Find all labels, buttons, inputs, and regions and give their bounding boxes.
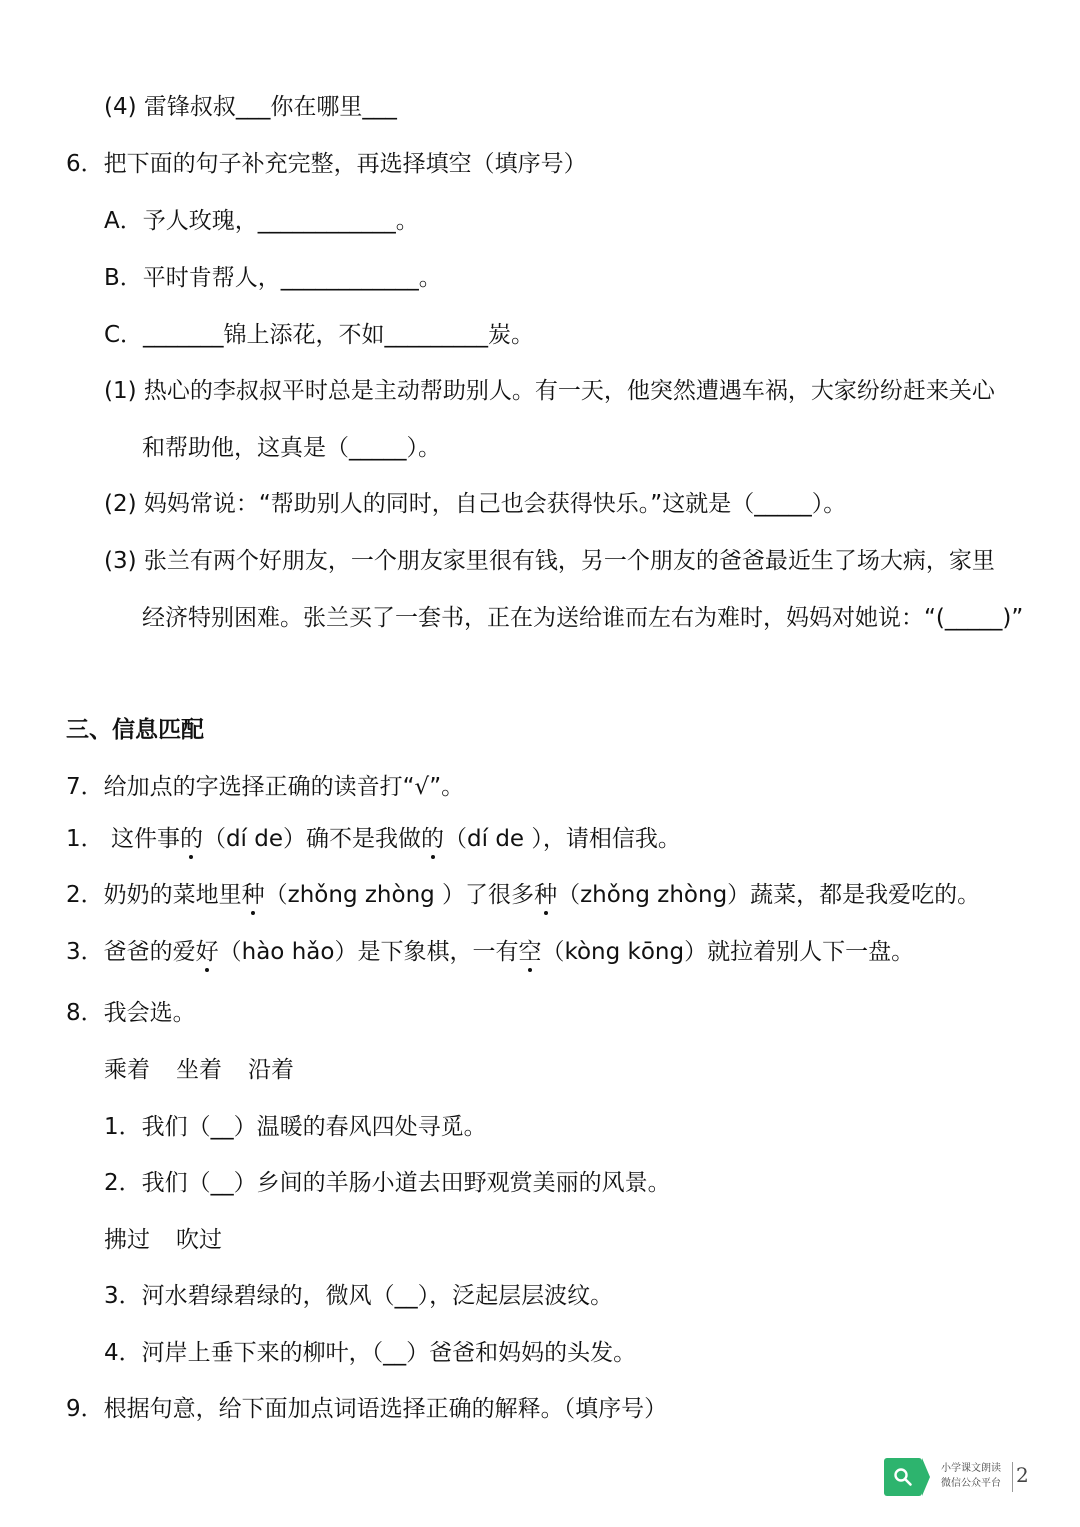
q6-question-1-line-2: 和帮助他，这真是（_____）。 xyxy=(142,435,441,461)
watermark-logo xyxy=(884,1458,922,1496)
q6-question-3-line-2: 经济特别困难。张兰买了一套书，正在为送给谁而左右为难时，妈妈对她说：“(_____)” xyxy=(142,605,1024,631)
q8-item-1: 1．我们（__）温暖的春风四处寻觅。 xyxy=(104,1114,487,1140)
dotted-char: 种 xyxy=(534,882,558,908)
dotted-char: 的 xyxy=(179,826,203,852)
q7-item-2 xyxy=(66,880,980,910)
q7-item-text: 1． 这件事 xyxy=(66,826,180,852)
q7-item-text: （dí de）确不是我做 xyxy=(202,826,422,852)
search-icon xyxy=(892,1466,914,1488)
q7-item-3 xyxy=(66,937,914,967)
dotted-char: 好 xyxy=(195,939,219,965)
dotted-char: 的 xyxy=(421,826,445,852)
q7-item-text: （zhǒng zhòng）蔬菜，都是我爱吃的。 xyxy=(557,882,981,908)
q6-title: 6．把下面的句子补充完整，再选择填空（填序号） xyxy=(66,151,587,177)
q6-option-b: B．平时肯帮人，____________。 xyxy=(104,265,442,291)
q6-question-3-line-1: (3) 张兰有两个好朋友，一个朋友家里很有钱，另一个朋友的爸爸最近生了场大病，家里 xyxy=(104,548,995,574)
q6-question-1-line-1: (1) 热心的李叔叔平时总是主动帮助别人。有一天，他突然遭遇车祸，大家纷纷赶来关心 xyxy=(104,378,995,404)
q6-option-a: A．予人玫瑰，____________。 xyxy=(104,208,419,234)
q8-item-3: 3．河水碧绿碧绿的，微风（__），泛起层层波纹。 xyxy=(104,1283,614,1309)
word-option: 坐着 xyxy=(176,1057,222,1083)
watermark-line-2: 微信公众平台 xyxy=(941,1478,1001,1489)
watermark-text xyxy=(930,1461,1012,1491)
q6-option-c: C．_______锦上添花，不如_________炭。 xyxy=(104,322,535,348)
q9-title: 9．根据句意，给下面加点词语选择正确的解释。（填序号） xyxy=(66,1396,668,1422)
q5-item-4: (4) 雷锋叔叔___你在哪里___ xyxy=(104,94,397,120)
dotted-char: 种 xyxy=(241,882,265,908)
page-number: 2 xyxy=(1016,1463,1029,1487)
word-option: 沿着 xyxy=(248,1057,294,1083)
section-heading-info-matching: 三、信息匹配 xyxy=(66,717,204,743)
q8-item-2: 2．我们（__）乡间的羊肠小道去田野观赏美丽的风景。 xyxy=(104,1170,671,1196)
word-option: 吹过 xyxy=(176,1227,222,1253)
word-option: 乘着 xyxy=(104,1057,150,1083)
q7-item-text: （kòng kōng）就拉着别人下一盘。 xyxy=(541,939,915,965)
q7-item-1 xyxy=(66,824,681,854)
q7-item-text: （hào hǎo）是下象棋，一有 xyxy=(218,939,519,965)
word-option: 拂过 xyxy=(104,1227,150,1253)
q8-word-bank-2 xyxy=(104,1225,222,1255)
q8-title: 8．我会选。 xyxy=(66,1000,196,1026)
q7-item-text: （dí de ），请相信我。 xyxy=(444,826,681,852)
q7-item-text: 3．爸爸的爱 xyxy=(66,939,196,965)
q7-title: 7．给加点的字选择正确的读音打“√”。 xyxy=(66,774,465,800)
q8-word-bank-1 xyxy=(104,1055,294,1085)
watermark-line-1: 小学课文朗读 xyxy=(941,1463,1001,1474)
q6-question-2: (2) 妈妈常说：“帮助别人的同时，自己也会获得快乐。”这就是（_____）。 xyxy=(104,491,847,517)
dotted-char: 空 xyxy=(518,939,542,965)
q8-item-4: 4．河岸上垂下来的柳叶，（__）爸爸和妈妈的头发。 xyxy=(104,1340,637,1366)
q7-item-text: （zhǒng zhòng ）了很多 xyxy=(264,882,535,908)
q7-item-text: 2．奶奶的菜地里 xyxy=(66,882,242,908)
